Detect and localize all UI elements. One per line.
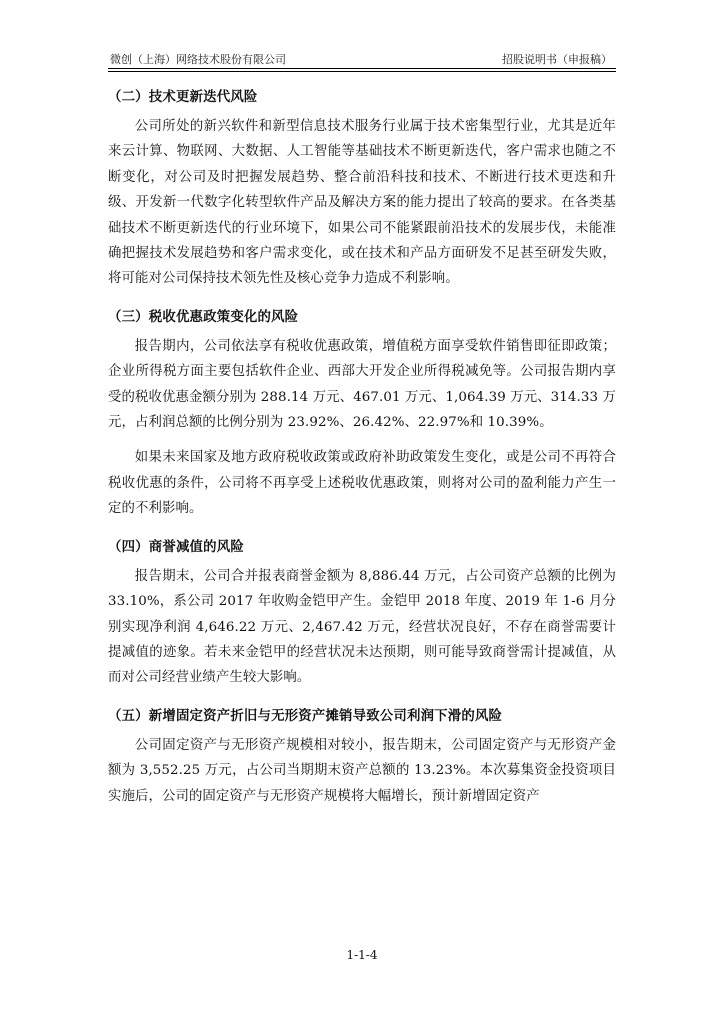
section-heading: （五）新增固定资产折旧与无形资产摊销导致公司利润下滑的风险 xyxy=(108,708,503,724)
section-tax-policy-risk xyxy=(108,302,616,522)
paragraph: 报告期末，公司合并报表商誉金额为 8,886.44 万元，占公司资产总额的比例为 33.10%，系公司 2017 年收购金铠甲产生。金铠甲 2018 年度、2019 年 1-6 月分别实现净利润 4,646.22 万元、2,467.42 万元，经营状况良好，不存在商誉需要计提减值的迹象。若未来金铠甲的经营状况未达预期，则可能导致商誉需计提减值，从而对公司经营业绩产生较大影响。 xyxy=(108,568,616,686)
section-depreciation-amortization-risk xyxy=(108,701,616,809)
header-rule xyxy=(108,68,616,69)
section-heading: （二）技术更新迭代风险 xyxy=(108,90,258,105)
paragraph: 报告期内，公司依法享有税收优惠政策，增值税方面享受软件销售即征即政策；企业所得税方面主要包括软件企业、西部大开发企业所得税减免等。公司报告期内享受的税收优惠金额分别为 288.14 万元、467.01 万元、1,064.39 万元、314.33 万元，占利润总额的比例分别为 23.92%、26.42%、22.97%和 10.39%。 xyxy=(108,338,616,431)
header-company-name: 微创（上海）网络技术股份有限公司 xyxy=(110,53,286,66)
section-tech-iteration-risk xyxy=(108,82,616,292)
page-body xyxy=(108,82,616,819)
header-document-title: 招股说明书（申报稿） xyxy=(502,53,612,66)
header-rule-thin xyxy=(108,71,616,72)
paragraph: 公司固定资产与无形资产规模相对较小，报告期末，公司固定资产与无形资产金额为 3,552.25 万元，占公司当期期末资产总额的 13.23%。本次募集资金投资项目实施后，公司的固定资产与无形资产规模将大幅增长，预计新增固定资产 xyxy=(108,737,616,804)
section-heading: （四）商誉减值的风险 xyxy=(108,539,244,555)
paragraph: 公司所处的新兴软件和新型信息技术服务行业属于技术密集型行业，尤其是近年来云计算、物联网、大数据、人工智能等基础技术不断更新迭代，客户需求也随之不断变化，对公司及时把握发展趋势、整合前沿科技和技术、不断进行技术更迭和升级、开发新一代数字化转型软件产品及解决方案的能力提出了较高的要求。在各类基础技术不断更新迭代的行业环境下，如果公司不能紧跟前沿技术的发展步伐，未能准确把握技术发展趋势和客户需求变化，或在技术和产品方面研发不足甚至研发失败，将可能对公司保持技术领先性及核心竞争力造成不利影响。 xyxy=(108,119,616,287)
section-goodwill-impairment-risk xyxy=(108,532,616,691)
page-header xyxy=(108,50,616,70)
paragraph: 如果未来国家及地方政府税收政策或政府补助政策发生变化，或是公司不再符合税收优惠的条件，公司将不再享受上述税收优惠政策，则将对公司的盈利能力产生一定的不利影响。 xyxy=(108,450,616,517)
section-heading: （三）税收优惠政策变化的风险 xyxy=(108,309,299,325)
page-number: 1-1-4 xyxy=(346,948,378,962)
